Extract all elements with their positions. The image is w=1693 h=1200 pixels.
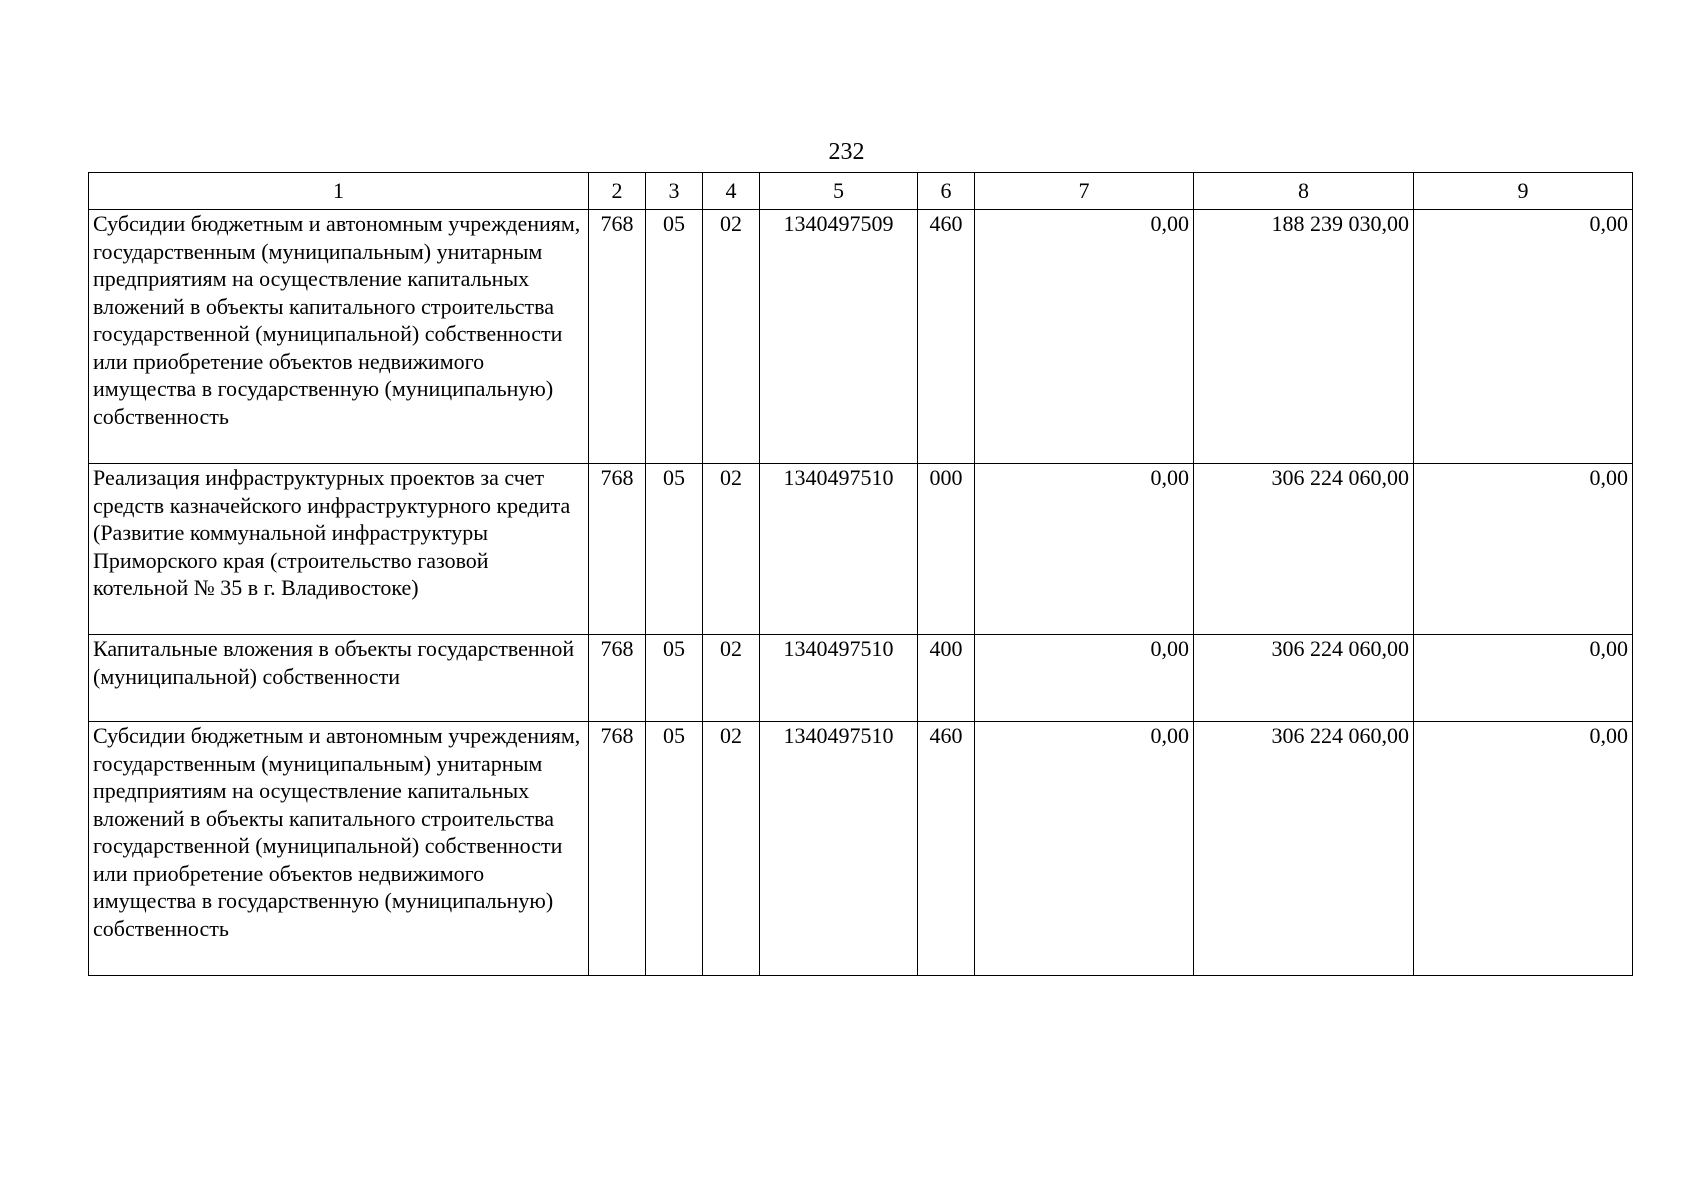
- target-article-code: 1340497510: [760, 635, 918, 722]
- ministry-code: 768: [589, 722, 646, 976]
- table-row: [89, 210, 1633, 464]
- amount-col-9: 0,00: [1414, 722, 1633, 976]
- amount-col-8: 306 224 060,00: [1194, 464, 1414, 635]
- amount-col-9: 0,00: [1414, 464, 1633, 635]
- section-code: 05: [646, 210, 703, 464]
- section-code: 05: [646, 464, 703, 635]
- table-row: [89, 464, 1633, 635]
- table-row: [89, 722, 1633, 976]
- amount-col-7: 0,00: [975, 722, 1194, 976]
- amount-col-7: 0,00: [975, 464, 1194, 635]
- expense-type-code: 000: [918, 464, 975, 635]
- target-article-code: 1340497509: [760, 210, 918, 464]
- column-header-6: 6: [918, 173, 975, 210]
- target-article-code: 1340497510: [760, 722, 918, 976]
- column-header-3: 3: [646, 173, 703, 210]
- amount-col-8: 188 239 030,00: [1194, 210, 1414, 464]
- row-description: Субсидии бюджетным и автономным учреждениям, государственным (муниципальным) унитарным предприятиям на осуществление капитальных вложений в объекты капитального строительства государственной (муниципальной) собственности или приобретение объектов недвижимого имущества в государственную (муниципальную) собственность: [89, 722, 589, 976]
- budget-table: [88, 172, 1633, 976]
- row-description: Капитальные вложения в объекты государственной (муниципальной) собственности: [89, 635, 589, 722]
- subsection-code: 02: [703, 722, 760, 976]
- expense-type-code: 400: [918, 635, 975, 722]
- page-number: 232: [828, 139, 865, 165]
- column-header-5: 5: [760, 173, 918, 210]
- amount-col-7: 0,00: [975, 210, 1194, 464]
- row-description: Реализация инфраструктурных проектов за счет средств казначейского инфраструктурного кредита (Развитие коммунальной инфраструктуры Приморского края (строительство газовой котельной № 35 в г. Владивостоке): [89, 464, 589, 635]
- amount-col-9: 0,00: [1414, 210, 1633, 464]
- section-code: 05: [646, 722, 703, 976]
- expense-type-code: 460: [918, 722, 975, 976]
- target-article-code: 1340497510: [760, 464, 918, 635]
- column-header-4: 4: [703, 173, 760, 210]
- subsection-code: 02: [703, 635, 760, 722]
- column-header-1: 1: [89, 173, 589, 210]
- section-code: 05: [646, 635, 703, 722]
- subsection-code: 02: [703, 464, 760, 635]
- column-header-8: 8: [1194, 173, 1414, 210]
- header-row: [89, 173, 1633, 210]
- amount-col-8: 306 224 060,00: [1194, 635, 1414, 722]
- subsection-code: 02: [703, 210, 760, 464]
- amount-col-9: 0,00: [1414, 635, 1633, 722]
- column-header-2: 2: [589, 173, 646, 210]
- expense-type-code: 460: [918, 210, 975, 464]
- column-header-7: 7: [975, 173, 1194, 210]
- ministry-code: 768: [589, 635, 646, 722]
- table-row: [89, 635, 1633, 722]
- row-description: Субсидии бюджетным и автономным учреждениям, государственным (муниципальным) унитарным предприятиям на осуществление капитальных вложений в объекты капитального строительства государственной (муниципальной) собственности или приобретение объектов недвижимого имущества в государственную (муниципальную) собственность: [89, 210, 589, 464]
- amount-col-8: 306 224 060,00: [1194, 722, 1414, 976]
- column-header-9: 9: [1414, 173, 1633, 210]
- ministry-code: 768: [589, 210, 646, 464]
- amount-col-7: 0,00: [975, 635, 1194, 722]
- ministry-code: 768: [589, 464, 646, 635]
